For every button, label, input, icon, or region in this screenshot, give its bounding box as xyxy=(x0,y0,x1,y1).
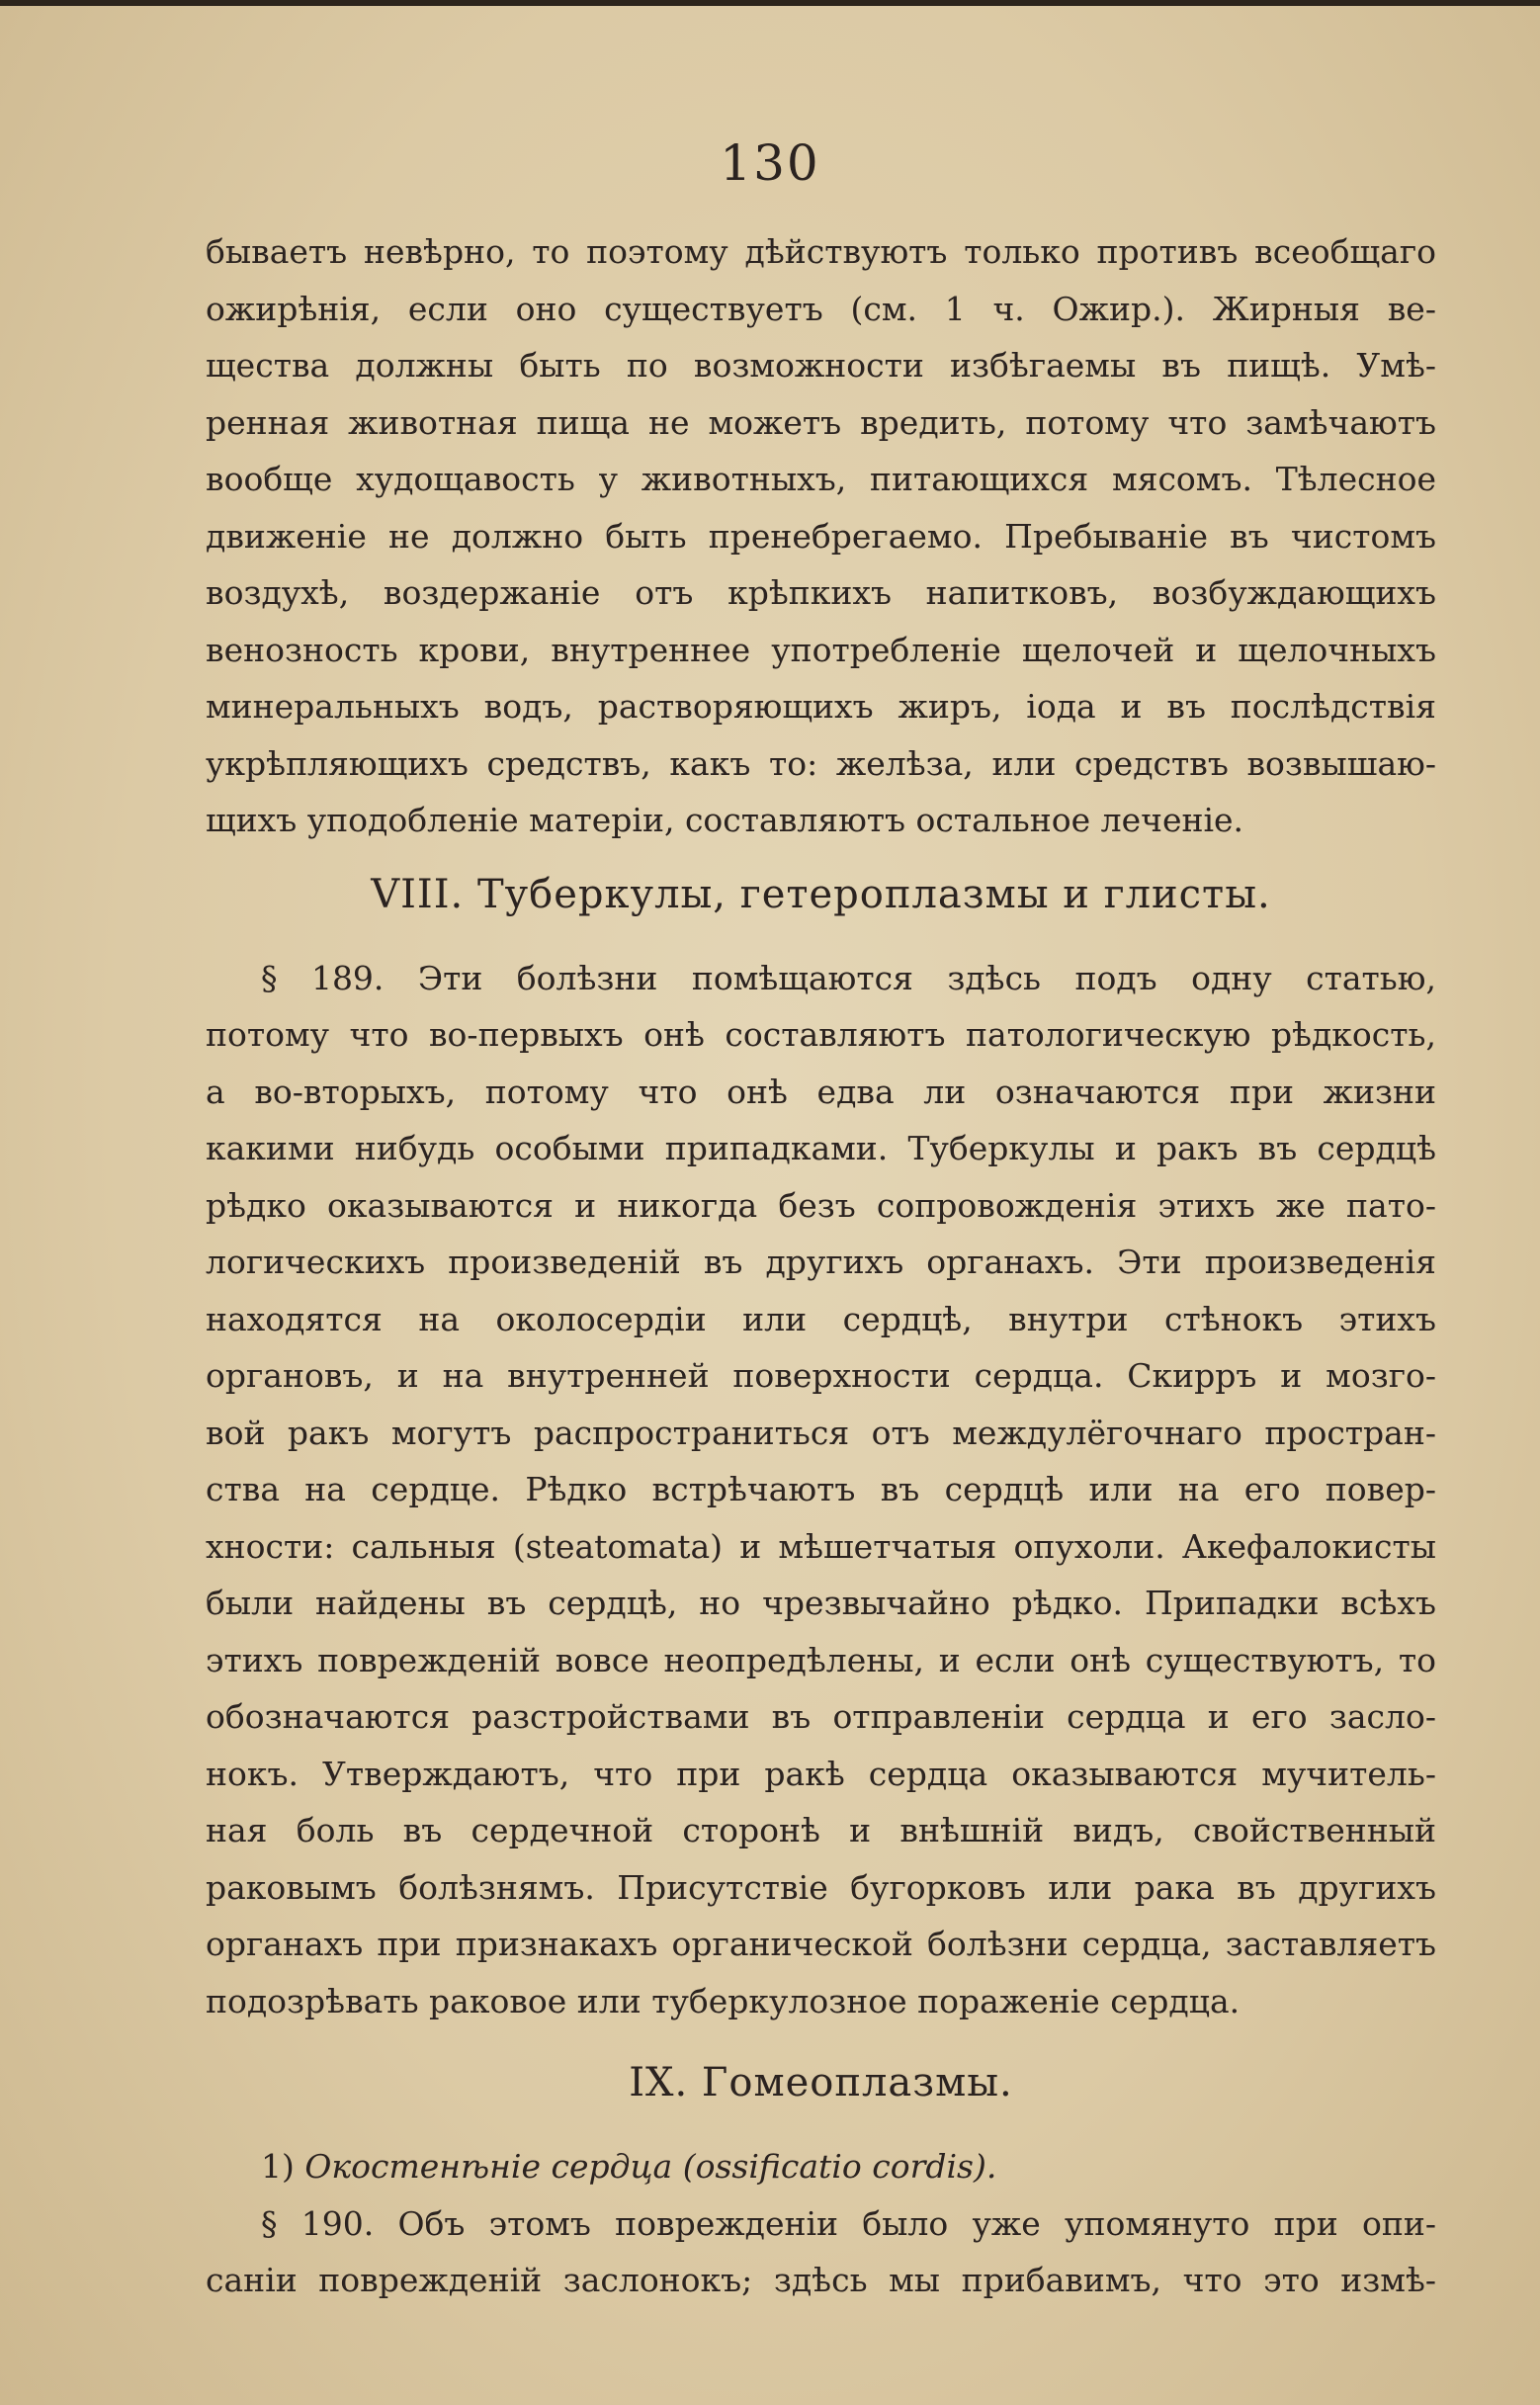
text-line: ства на сердце. Рѣдко встрѣчаютъ въ сердцѣ или на его повер- xyxy=(206,1470,1436,1508)
text-line: были найдены въ сердцѣ, но чрезвычайно рѣдко. Припадки всѣхъ xyxy=(206,1584,1436,1622)
text-line: укрѣпляющихъ средствъ, какъ то: желѣза, или средствъ возвышаю- xyxy=(206,743,1436,783)
text-line: ная боль въ сердечной сторонѣ и внѣшній видъ, свойственный xyxy=(206,1811,1436,1849)
text-line: этихъ поврежденій вовсе неопредѣлены, и если онѣ существуютъ, то xyxy=(206,1640,1436,1679)
text-line: ренная животная пища не можетъ вредить, потому что замѣчаютъ xyxy=(206,402,1436,442)
page-body xyxy=(206,223,1436,2309)
text-line: вообще худощавость у животныхъ, питающихся мясомъ. Тѣлесное xyxy=(206,460,1436,498)
text-line: рѣдко оказываются и никогда безъ сопровожденія этихъ же пато- xyxy=(206,1185,1436,1225)
page-number: 130 xyxy=(720,134,820,192)
text-line: минеральныхъ водъ, растворяющихъ жиръ, іода и въ послѣдствія xyxy=(206,687,1436,726)
text-line: подозрѣвать раковое или туберкулозное пораженіе сердца. xyxy=(206,1981,1241,2020)
paragraph-190 xyxy=(206,2195,1436,2309)
text-line: органахъ при признакахъ органической болѣзни сердца, заставляетъ xyxy=(206,1925,1436,1963)
text-line: движеніе не должно быть пренебрегаемо. Пребываніе въ чистомъ xyxy=(206,516,1436,556)
subsection-number: 1) xyxy=(261,2147,295,2186)
text-line: вой ракъ могутъ распространиться отъ междулёгочнаго простран- xyxy=(206,1413,1436,1452)
text-line: венозность крови, внутреннее употребленіе щелочей и щелочныхъ xyxy=(206,630,1436,669)
section-heading-viii: VIII. Туберкулы, гетероплазмы и глисты. xyxy=(371,871,1271,917)
text-line: § 189. Эти болѣзни помѣщаются здѣсь подъ одну статью, xyxy=(261,958,1436,997)
text-line: бываетъ невѣрно, то поэтому дѣйствуютъ только противъ всеобщаго xyxy=(206,232,1436,271)
text-line: обозначаются разстройствами въ отправленіи сердца и его засло- xyxy=(206,1697,1436,1736)
text-line: нокъ. Утверждаютъ, что при ракѣ сердца оказываются мучитель- xyxy=(206,1754,1436,1793)
text-line: а во-вторыхъ, потому что онѣ едва ли означаются при жизни xyxy=(206,1072,1436,1111)
text-line: щихъ уподобленіе матеріи, составляютъ остальное леченіе. xyxy=(206,801,1244,839)
text-line: какими нибудь особыми припадками. Туберкулы и ракъ въ сердцѣ xyxy=(206,1129,1436,1167)
text-line: логическихъ произведеній въ другихъ органахъ. Эти произведенія xyxy=(206,1243,1436,1281)
text-line: § 190. Объ этомъ поврежденіи было уже упомянуто при опи- xyxy=(261,2203,1436,2243)
text-line: щества должны быть по возможности избѣгаемы въ пищѣ. Умѣ- xyxy=(206,346,1436,385)
text-line: ожирѣнія, если оно существуетъ (см. 1 ч. Ожир.). Жирныя ве- xyxy=(206,289,1436,328)
paragraph-189 xyxy=(206,950,1436,2030)
text-line: органовъ, и на внутренней поверхности сердца. Скирръ и мозго- xyxy=(206,1356,1436,1395)
text-line: потому что во-первыхъ онѣ составляютъ патологическую рѣдкость, xyxy=(206,1015,1436,1054)
text-line: раковымъ болѣзнямъ. Присутствіе бугорковъ или рака въ другихъ xyxy=(206,1867,1436,1907)
subsection-heading xyxy=(206,2138,1436,2195)
subsection-title: Окостенѣніе сердца (ossificatio cordis). xyxy=(304,2147,997,2186)
text-line: хности: сальныя (steatomata) и мѣшетчатыя опухоли. Акефалокисты xyxy=(206,1526,1436,1566)
text-line: находятся на околосердіи или сердцѣ, внутри стѣнокъ этихъ xyxy=(206,1299,1436,1338)
section-heading-ix: IX. Гомеоплазмы. xyxy=(629,2060,1013,2105)
paragraph-obesity-treatment xyxy=(206,223,1436,849)
text-line: саніи поврежденій заслонокъ; здѣсь мы прибавимъ, что это измѣ- xyxy=(206,2261,1436,2299)
text-line: воздухѣ, воздержаніе отъ крѣпкихъ напитковъ, возбуждающихъ xyxy=(206,573,1436,612)
